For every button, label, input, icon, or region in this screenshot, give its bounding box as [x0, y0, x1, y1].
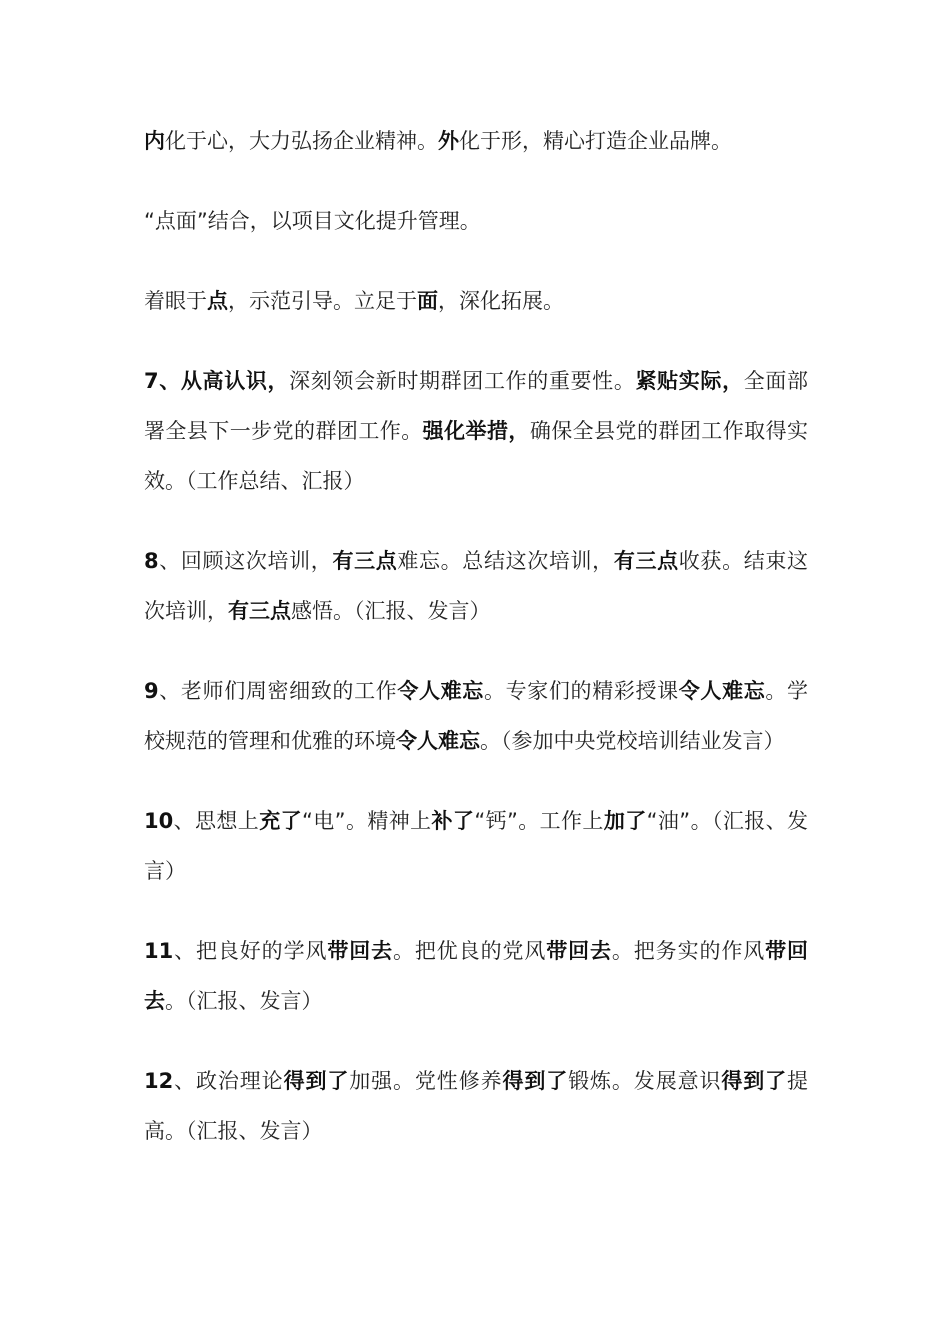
text-segment: 。（汇报、发言）: [165, 989, 323, 1013]
paragraph: [144, 796, 808, 896]
text-segment: 收获。结束这次培训，: [144, 549, 809, 623]
text-segment: 。专家们的精彩授课: [483, 679, 679, 703]
bold-text: 加了: [603, 809, 647, 833]
bold-text: 强化举措，: [422, 419, 530, 443]
bold-text: 内: [144, 129, 165, 153]
text-segment: 、思想上: [173, 809, 260, 833]
paragraph: [144, 926, 808, 1026]
bold-text: 得到了: [283, 1069, 350, 1093]
bold-text: 有三点: [228, 599, 291, 623]
bold-text: 得到了: [721, 1069, 788, 1093]
bold-text: 带回去: [327, 939, 394, 963]
bold-text: 令人难忘: [396, 729, 480, 753]
text-segment: “钙”。工作上: [474, 809, 604, 833]
bold-text: 得到了: [502, 1069, 569, 1093]
paragraph: [144, 356, 808, 506]
paragraph: [144, 116, 808, 166]
bold-text: 充了: [259, 809, 302, 833]
bold-text: 点: [207, 289, 228, 313]
bold-text: 紧贴实际，: [635, 369, 744, 393]
paragraph: [144, 666, 808, 766]
bold-text: 带回去: [144, 939, 809, 1013]
text-segment: 。学校规范的管理和优雅的环境: [144, 679, 809, 753]
text-segment: 全面部署全县下一步党的群团工作。: [144, 369, 809, 443]
bold-text: 8: [144, 549, 159, 573]
text-segment: 确保全县党的群团工作取得实效。（工作总结、汇报）: [144, 419, 809, 493]
text-segment: “点面”结合，以项目文化提升管理。: [144, 209, 481, 233]
bold-text: 从高认识，: [180, 369, 290, 393]
text-segment: ，深化拓展。: [438, 289, 564, 313]
text-segment: 加强。党性修养: [349, 1069, 503, 1093]
bold-text: 10: [144, 809, 174, 833]
bold-text: 带回去: [546, 939, 612, 963]
text-segment: 锻炼。发展意识: [568, 1069, 722, 1093]
bold-text: 7、: [144, 369, 181, 393]
paragraph: [144, 196, 808, 246]
text-segment: 。（参加中央党校培训结业发言）: [480, 729, 785, 753]
text-segment: 、老师们周密细致的工作: [158, 679, 398, 703]
text-segment: ，示范引导。立足于: [228, 289, 417, 313]
text-segment: 化于形，精心打造企业品牌。: [459, 129, 732, 153]
text-segment: 、把良好的学风: [173, 939, 328, 963]
bold-text: 令人难忘: [678, 679, 766, 703]
document-page: [144, 116, 808, 1186]
paragraph: [144, 536, 808, 636]
text-segment: 难忘。总结这次培训，: [397, 549, 614, 573]
text-segment: 、政治理论: [173, 1069, 284, 1093]
bold-text: 12: [144, 1069, 174, 1093]
text-segment: 深刻领会新时期群团工作的重要性。: [289, 369, 636, 393]
bold-text: 9: [144, 679, 159, 703]
text-segment: 。把优良的党风: [393, 939, 547, 963]
text-segment: 提高。（汇报、发言）: [144, 1069, 809, 1143]
bold-text: 有三点: [613, 549, 679, 573]
bold-text: 令人难忘: [397, 679, 484, 703]
bold-text: 有三点: [332, 549, 398, 573]
text-segment: 、回顾这次培训，: [158, 549, 333, 573]
text-segment: 着眼于: [144, 289, 207, 313]
bold-text: 外: [438, 129, 459, 153]
text-segment: 感悟。（汇报、发言）: [291, 599, 491, 623]
bold-text: 11: [144, 939, 174, 963]
paragraph: [144, 276, 808, 326]
text-segment: “油”。（汇报、发言）: [144, 809, 809, 883]
bold-text: 面: [417, 289, 438, 313]
paragraph: [144, 1056, 808, 1156]
text-segment: 。把务实的作风: [611, 939, 766, 963]
text-segment: “电”。精神上: [302, 809, 432, 833]
bold-text: 补了: [431, 809, 475, 833]
text-segment: 化于心，大力弘扬企业精神。: [165, 129, 438, 153]
